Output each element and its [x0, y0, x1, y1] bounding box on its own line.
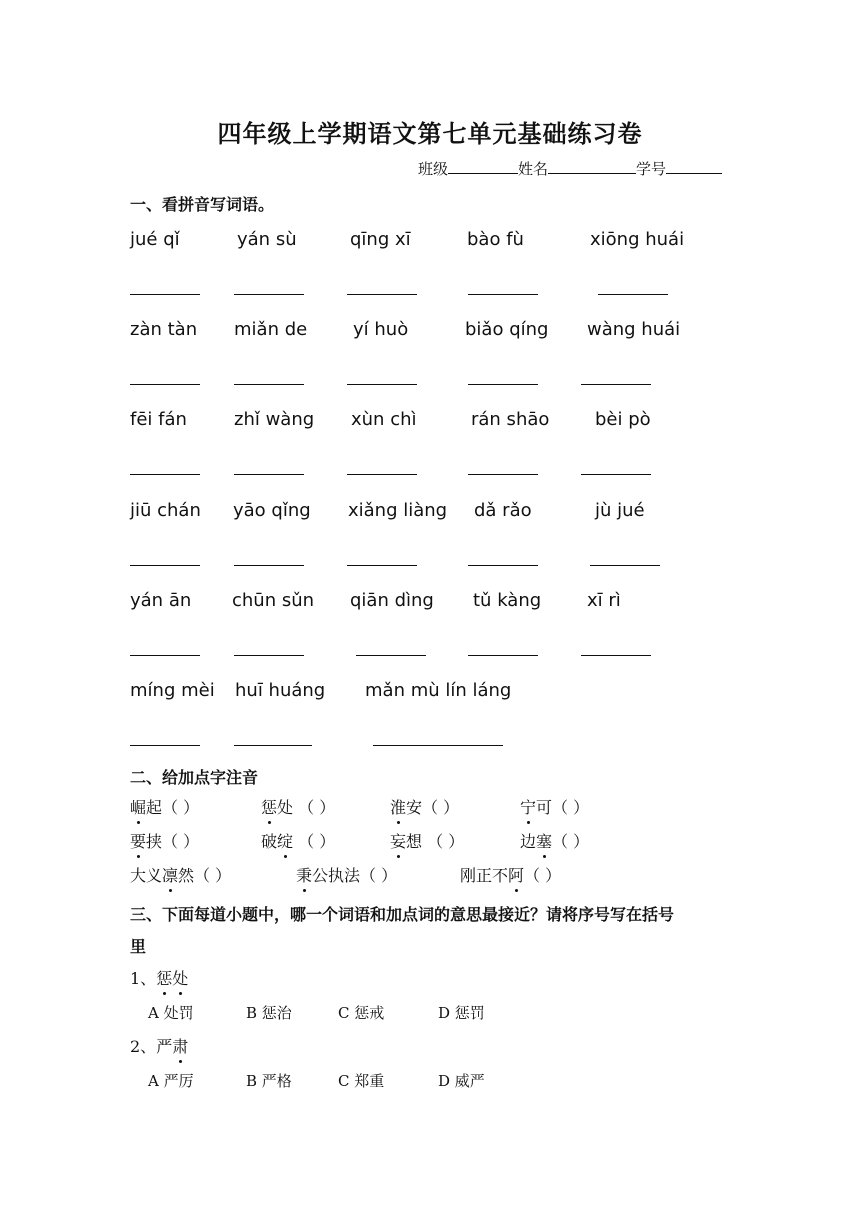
item-suffix-with-parentheses: 公执法（ ）: [312, 866, 398, 885]
answer-blank-line[interactable]: [468, 294, 538, 295]
question-1-dotted-char-2: 处: [172, 966, 188, 989]
dotted-character: 惩: [261, 795, 277, 818]
item-suffix-with-parentheses: 想 （ ）: [406, 832, 465, 851]
answer-blank-line[interactable]: [373, 745, 503, 746]
item-prefix: 刚正不: [460, 866, 509, 885]
dotted-character: 阿: [508, 863, 524, 886]
answer-blank-line[interactable]: [590, 565, 660, 566]
question-2-option-c[interactable]: C 郑重: [338, 1072, 385, 1090]
item-prefix: 边: [520, 832, 537, 851]
answer-blank-line[interactable]: [234, 745, 312, 746]
annotation-item[interactable]: [520, 829, 589, 852]
number-label: 学号: [636, 160, 667, 178]
pinyin-prompt: xī rì: [587, 590, 621, 611]
pinyin-prompt: jué qǐ: [130, 229, 180, 250]
question-1-option-c[interactable]: C 惩戒: [338, 1004, 385, 1022]
pinyin-prompt: zhǐ wàng: [234, 409, 315, 430]
dotted-character: 秉: [296, 863, 312, 886]
answer-blank-line[interactable]: [130, 294, 200, 295]
question-1-option-b[interactable]: B 惩治: [246, 1004, 292, 1022]
pinyin-prompt: qīng xī: [350, 229, 411, 250]
dotted-character: 崛: [130, 795, 146, 818]
question-1-option-d[interactable]: D 惩罚: [438, 1004, 485, 1022]
item-suffix-with-parentheses: 可（ ）: [536, 798, 590, 817]
answer-blank-line[interactable]: [130, 565, 200, 566]
answer-blank-line[interactable]: [234, 565, 304, 566]
item-suffix-with-parentheses: 挟（ ）: [146, 832, 200, 851]
pinyin-prompt: wàng huái: [587, 319, 681, 340]
question-2-dotted-char: 肃: [172, 1034, 188, 1057]
page-title: 四年级上学期语文第七单元基础练习卷: [217, 120, 643, 148]
question-1-number: 1、: [130, 969, 157, 988]
annotation-item[interactable]: [130, 829, 199, 852]
question-1-word: [130, 966, 188, 989]
pinyin-prompt: bèi pò: [595, 409, 651, 430]
section-1-heading: 一、看拼音写词语。: [130, 195, 275, 214]
pinyin-prompt: zàn tàn: [130, 319, 198, 340]
answer-blank-line[interactable]: [234, 655, 304, 656]
dotted-character: 绽: [277, 829, 293, 852]
annotation-item[interactable]: [261, 829, 335, 852]
answer-blank-line[interactable]: [347, 294, 417, 295]
item-suffix-with-parentheses: （ ）: [293, 832, 336, 851]
pinyin-prompt: yán ān: [130, 590, 192, 611]
pinyin-prompt: chūn sǔn: [232, 590, 315, 611]
question-2-option-d[interactable]: D 威严: [438, 1072, 485, 1090]
answer-blank-line[interactable]: [468, 655, 538, 656]
item-prefix: 大义: [130, 866, 163, 885]
item-suffix-with-parentheses: 安（ ）: [406, 798, 460, 817]
pinyin-prompt: mǎn mù lín láng: [365, 680, 512, 701]
annotation-item[interactable]: [460, 863, 561, 886]
question-1-dotted-char-1: 惩: [156, 966, 172, 989]
answer-blank-line[interactable]: [130, 384, 200, 385]
question-2-number: 2、: [130, 1037, 157, 1056]
answer-blank-line[interactable]: [347, 565, 417, 566]
answer-blank-line[interactable]: [468, 474, 538, 475]
name-blank[interactable]: [548, 159, 636, 174]
answer-blank-line[interactable]: [347, 384, 417, 385]
pinyin-prompt: tǔ kàng: [473, 590, 542, 611]
item-suffix-with-parentheses: 起（ ）: [146, 798, 200, 817]
name-label: 姓名: [518, 160, 549, 178]
section-3-heading-line1: 三、下面每道小题中，哪一个词语和加点词的意思最接近？请将序号写在括号: [130, 905, 675, 924]
number-blank[interactable]: [666, 159, 722, 174]
annotation-item[interactable]: [390, 795, 459, 818]
pinyin-prompt: dǎ rǎo: [474, 500, 532, 521]
item-suffix-with-parentheses: 然（ ）: [178, 866, 232, 885]
pinyin-prompt: biǎo qíng: [465, 319, 549, 340]
dotted-character: 宁: [520, 795, 536, 818]
pinyin-prompt: yāo qǐng: [233, 500, 311, 521]
answer-blank-line[interactable]: [598, 294, 668, 295]
answer-blank-line[interactable]: [130, 655, 200, 656]
answer-blank-line[interactable]: [234, 384, 304, 385]
pinyin-prompt: xiōng huái: [590, 229, 685, 250]
dotted-character: 淮: [390, 795, 406, 818]
answer-blank-line[interactable]: [234, 294, 304, 295]
pinyin-prompt: fēi fán: [130, 409, 187, 430]
question-2-word: [130, 1034, 188, 1057]
annotation-item[interactable]: [390, 829, 464, 852]
section-2-heading: 二、给加点字注音: [130, 768, 259, 787]
dotted-character: 塞: [536, 829, 552, 852]
pinyin-prompt: jù jué: [595, 500, 645, 521]
answer-blank-line[interactable]: [234, 474, 304, 475]
student-info-line: [418, 158, 722, 179]
pinyin-prompt: jiū chán: [130, 500, 201, 521]
pinyin-prompt: bào fù: [467, 229, 524, 250]
answer-blank-line[interactable]: [468, 384, 538, 385]
answer-blank-line[interactable]: [347, 474, 417, 475]
annotation-item[interactable]: [520, 795, 589, 818]
class-label: 班级: [418, 160, 449, 178]
question-2-option-a[interactable]: A 严厉: [148, 1072, 194, 1090]
pinyin-prompt: xiǎng liàng: [348, 500, 448, 521]
answer-blank-line[interactable]: [581, 384, 651, 385]
dotted-character: 要: [130, 829, 146, 852]
item-suffix-with-parentheses: 处 （ ）: [277, 798, 336, 817]
dotted-character: 妄: [390, 829, 406, 852]
question-1-option-a[interactable]: A 处罚: [148, 1004, 194, 1022]
pinyin-prompt: xùn chì: [351, 409, 417, 430]
section-3-heading-line2: 里: [130, 937, 147, 956]
question-2-option-b[interactable]: B 严格: [246, 1072, 292, 1090]
annotation-item[interactable]: [261, 795, 335, 818]
class-blank[interactable]: [448, 159, 518, 174]
answer-blank-line[interactable]: [581, 655, 651, 656]
answer-blank-line[interactable]: [130, 745, 200, 746]
item-suffix-with-parentheses: （ ）: [552, 832, 590, 851]
pinyin-prompt: rán shāo: [471, 409, 550, 430]
answer-blank-line[interactable]: [130, 474, 200, 475]
answer-blank-line[interactable]: [356, 655, 426, 656]
annotation-item[interactable]: [296, 863, 397, 886]
question-2-char-1: 严: [156, 1037, 173, 1056]
answer-blank-line[interactable]: [468, 565, 538, 566]
annotation-item[interactable]: [130, 795, 199, 818]
pinyin-prompt: miǎn de: [234, 319, 308, 340]
annotation-item[interactable]: [130, 863, 231, 886]
item-suffix-with-parentheses: （ ）: [524, 866, 562, 885]
dotted-character: 凛: [162, 863, 178, 886]
pinyin-prompt: yí huò: [353, 319, 409, 340]
pinyin-prompt: yán sù: [237, 229, 297, 250]
pinyin-prompt: qiān dìng: [350, 590, 434, 611]
answer-blank-line[interactable]: [581, 474, 651, 475]
pinyin-prompt: huī huáng: [235, 680, 326, 701]
item-prefix: 破: [261, 832, 278, 851]
pinyin-prompt: míng mèi: [130, 680, 215, 701]
